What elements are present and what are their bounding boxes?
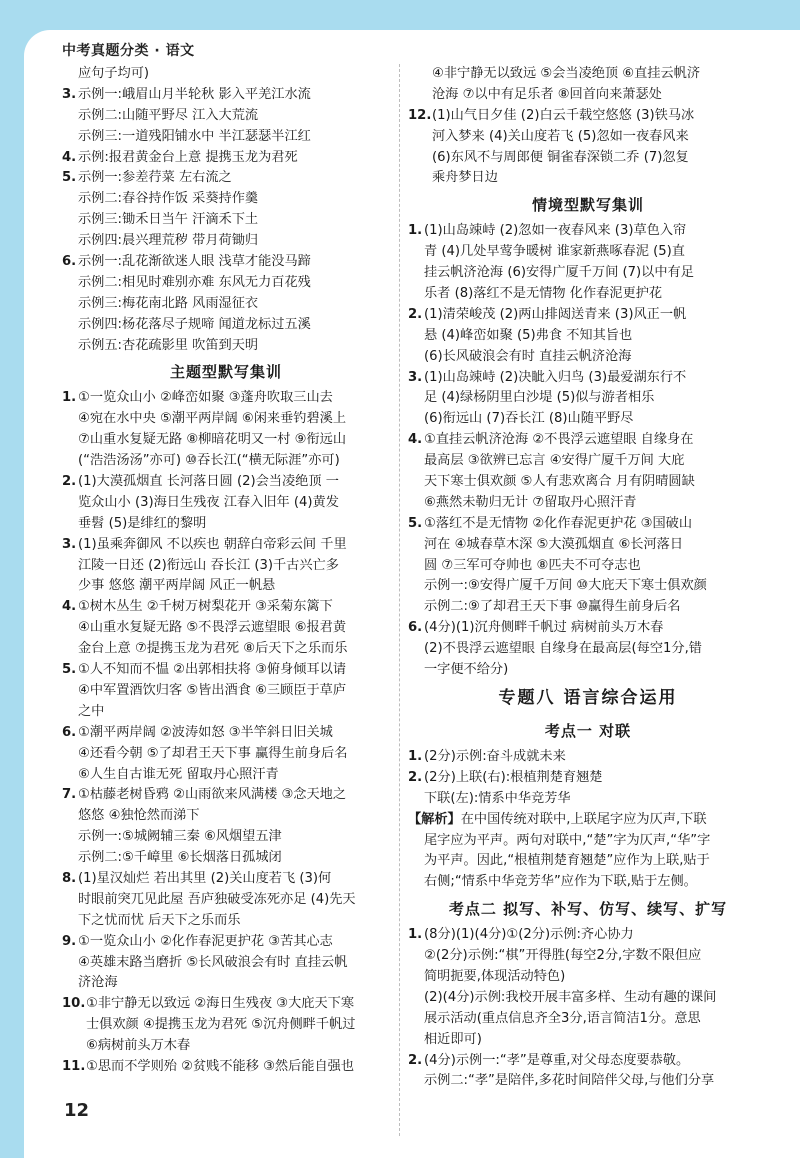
answer-line bbox=[408, 326, 768, 347]
answer-text: (1)大漠孤烟直 长河落日圆 (2)会当凌绝顶 一 bbox=[78, 474, 339, 490]
answer-line bbox=[408, 1030, 768, 1051]
answer-text: ①树木丛生 ②千树万树梨花开 ③采菊东篱下 bbox=[78, 599, 333, 615]
answer-text: 河入梦来 (4)关山度若飞 (5)忽如一夜春风来 bbox=[432, 128, 689, 144]
question-number: 3. bbox=[62, 536, 77, 552]
answer-line bbox=[408, 597, 768, 618]
answer-text: 江陵一日还 (2)衔远山 吞长江 (3)千古兴亡多 bbox=[78, 557, 339, 573]
answer-text: 右侧;“情系中华竞芳华”应作为下联,贴于左侧。 bbox=[424, 874, 697, 890]
answer-line bbox=[62, 597, 390, 618]
answer-text: ⑦山重水复疑无路 ⑧柳暗花明又一村 ⑨衔远山 bbox=[78, 432, 347, 448]
answer-text: ④山重水复疑无路 ⑤不畏浮云遮望眼 ⑥报君黄 bbox=[78, 620, 347, 636]
page bbox=[24, 30, 800, 1158]
section-heading: 考点一 对联 bbox=[544, 721, 632, 740]
answer-text: 乘舟梦日边 bbox=[432, 170, 498, 186]
answer-line bbox=[62, 409, 390, 430]
answer-line bbox=[62, 785, 390, 806]
answer-text: (1)清荣峻茂 (2)两山排闼送青来 (3)风正一帆 bbox=[424, 306, 687, 322]
answer-line bbox=[408, 148, 768, 169]
answer-text: (6)衔远山 (7)吞长江 (8)山随平野尽 bbox=[424, 411, 634, 427]
answer-line bbox=[408, 556, 768, 577]
answer-text: 示例四:杨花落尽子规啼 闻道龙标过五溪 bbox=[78, 316, 311, 332]
answer-text: 金台上意 ⑦提携玉龙为君死 ⑧后天下之乐而乐 bbox=[78, 641, 348, 657]
answer-text: 一字便不给分) bbox=[424, 662, 509, 678]
answer-text: 示例二:⑨了却君王天下事 ⑩赢得生前身后名 bbox=[424, 599, 681, 615]
section-heading: 情境型默写集训 bbox=[531, 196, 644, 215]
answer-line bbox=[62, 127, 390, 148]
answer-line bbox=[62, 556, 390, 577]
question-number: 2. bbox=[408, 769, 423, 785]
answer-text: 示例四:晨兴理荒秽 带月荷锄归 bbox=[78, 233, 259, 249]
answer-text: (2)不畏浮云遮望眼 自缘身在最高层(每空1分,错 bbox=[424, 641, 702, 657]
answer-text: ①人不知而不愠 ②出郭相扶将 ③俯身倾耳以请 bbox=[78, 662, 347, 678]
question-number: 4. bbox=[62, 599, 77, 615]
answer-line bbox=[62, 806, 390, 827]
answer-line bbox=[408, 1071, 768, 1092]
answer-text: 济沧海 bbox=[78, 975, 118, 991]
answer-line bbox=[408, 535, 768, 556]
answer-text: 垂髫 (5)是绯红的黎明 bbox=[78, 515, 207, 531]
answer-text: (2分)示例:奋斗成就未来 bbox=[424, 748, 566, 764]
question-number: 5. bbox=[62, 662, 77, 678]
answer-text: 乐者 (8)落红不是无情物 化作春泥更护花 bbox=[424, 286, 663, 302]
answer-text: ①潮平两岸阔 ②波涛如怒 ③半竿斜日旧关城 bbox=[78, 724, 333, 740]
answer-text: 最高层 ③欲辨已忘言 ④安得广厦千万间 大庇 bbox=[424, 453, 685, 469]
answer-line bbox=[62, 231, 390, 252]
question-number: 3. bbox=[62, 86, 77, 102]
answer-text: ④宛在水中央 ⑤潮平两岸阔 ⑥闲来垂钓碧溪上 bbox=[78, 411, 347, 427]
answer-line bbox=[62, 430, 390, 451]
answer-text: 应句子均可) bbox=[78, 66, 150, 81]
answer-line bbox=[62, 618, 390, 639]
answer-line bbox=[62, 315, 390, 336]
question-number: 2. bbox=[408, 1052, 423, 1068]
answer-text: ①思而不学则殆 ②贫贱不能移 ③然后能自强也 bbox=[86, 1058, 355, 1074]
answer-line bbox=[408, 127, 768, 148]
answer-text: 示例二:山随平野尽 江入大荒流 bbox=[78, 107, 259, 123]
answer-line bbox=[408, 388, 768, 409]
answer-line bbox=[408, 925, 768, 946]
answer-line bbox=[408, 576, 768, 597]
answer-text: 示例一:乱花渐欲迷人眼 浅草才能没马蹄 bbox=[78, 254, 311, 270]
answer-text: 展示活动(重点信息齐全3分,语言简洁1分。意思 bbox=[424, 1010, 701, 1026]
answer-line bbox=[62, 252, 390, 273]
question-number: 5. bbox=[408, 515, 423, 531]
answer-line bbox=[62, 210, 390, 231]
answer-line bbox=[62, 189, 390, 210]
answer-text: ⑥病树前头万木春 bbox=[86, 1038, 191, 1054]
column-divider bbox=[399, 64, 400, 1136]
answer-text: 青 (4)几处早莺争暖树 谁家新燕啄春泥 (5)直 bbox=[424, 244, 685, 260]
answer-line bbox=[408, 988, 768, 1009]
answer-line bbox=[62, 1036, 390, 1057]
question-number: 2. bbox=[408, 306, 423, 322]
answer-text: 示例二:相见时难别亦难 东风无力百花残 bbox=[78, 274, 311, 290]
question-number: 8. bbox=[62, 870, 77, 886]
answer-line bbox=[408, 284, 768, 305]
answer-text: 悠悠 ④独怆然而涕下 bbox=[78, 808, 200, 824]
answer-line bbox=[62, 535, 390, 556]
answer-text: 示例一:峨眉山月半轮秋 影入平羌江水流 bbox=[78, 86, 311, 102]
answer-text: 示例五:杏花疏影里 吹笛到天明 bbox=[78, 337, 259, 353]
answer-text: 下联(左):情系中华竞芳华 bbox=[424, 790, 571, 806]
answer-line bbox=[62, 576, 390, 597]
answer-line bbox=[62, 994, 390, 1015]
answer-line bbox=[62, 1015, 390, 1036]
question-number: 3. bbox=[408, 369, 423, 385]
page-number: 12 bbox=[64, 1100, 90, 1121]
answer-line bbox=[62, 869, 390, 890]
answer-line bbox=[408, 106, 768, 127]
answer-text: 示例三:一道残阳铺水中 半江瑟瑟半江红 bbox=[78, 128, 311, 144]
answer-line bbox=[408, 639, 768, 660]
answer-text: (1)虽乘奔御风 不以疾也 朝辞白帝彩云间 千里 bbox=[78, 536, 347, 552]
answer-line bbox=[62, 723, 390, 744]
answer-text: 示例一:⑤城阙辅三秦 ⑥风烟望五津 bbox=[78, 829, 282, 845]
answer-text: 示例一:参差荇菜 左右流之 bbox=[78, 170, 232, 186]
answer-line bbox=[62, 451, 390, 472]
answer-text: ⑥燕然未勒归无计 ⑦留取丹心照汗青 bbox=[424, 494, 637, 510]
answer-text: ①直挂云帆济沧海 ②不畏浮云遮望眼 自缘身在 bbox=[424, 432, 694, 448]
answer-line bbox=[408, 514, 768, 535]
answer-text: (“浩浩汤汤”亦可) ⑩吞长江(“横无际涯”亦可) bbox=[78, 453, 340, 469]
question-number: 6. bbox=[62, 724, 77, 740]
answer-line bbox=[62, 294, 390, 315]
analysis-tag: 【解析】 bbox=[408, 811, 461, 827]
answer-line bbox=[408, 747, 768, 768]
answer-text: 少事 悠悠 潮平两岸阔 风正一帆悬 bbox=[78, 578, 276, 594]
answer-text: (4分)(1)沉舟侧畔千帆过 病树前头万木春 bbox=[424, 620, 664, 636]
answer-line bbox=[62, 472, 390, 493]
question-number: 1. bbox=[408, 927, 423, 943]
answer-text: ④非宁静无以致远 ⑤会当凌绝顶 ⑥直挂云帆济 bbox=[432, 66, 701, 81]
answer-line bbox=[62, 388, 390, 409]
answer-line bbox=[408, 1051, 768, 1072]
answer-text: 示例:报君黄金台上意 提携玉龙为君死 bbox=[78, 149, 298, 165]
answer-line bbox=[62, 514, 390, 535]
answer-line bbox=[408, 831, 768, 852]
question-number: 1. bbox=[62, 390, 77, 406]
answer-line bbox=[62, 168, 390, 189]
running-header: 中考真题分类 · 语文 bbox=[62, 43, 195, 59]
answer-line bbox=[408, 409, 768, 430]
question-number: 4. bbox=[408, 432, 423, 448]
answer-line bbox=[62, 744, 390, 765]
answer-text: 悬 (4)峰峦如聚 (5)弗食 不知其旨也 bbox=[424, 327, 633, 343]
answer-line bbox=[408, 451, 768, 472]
answer-text: 沧海 ⑦以中有足乐者 ⑧回首向来萧瑟处 bbox=[432, 86, 662, 102]
answer-text: 天下寒士俱欢颜 ⑤人有悲欢离合 月有阴晴圆缺 bbox=[424, 474, 695, 490]
answer-text: 圆 ⑦三军可夺帅也 ⑧匹夫不可夺志也 bbox=[424, 557, 641, 573]
answer-text: 挂云帆济沧海 (6)安得广厦千万间 (7)以中有足 bbox=[424, 265, 694, 281]
answer-line bbox=[62, 932, 390, 953]
answer-text: ①落红不是无情物 ②化作春泥更护花 ③国破山 bbox=[424, 515, 693, 531]
answer-text: ④英雄末路当磨折 ⑤长风破浪会有时 直挂云帆 bbox=[78, 954, 348, 970]
answer-line bbox=[408, 618, 768, 639]
answer-line bbox=[408, 472, 768, 493]
answer-line bbox=[408, 263, 768, 284]
question-number: 9. bbox=[62, 933, 77, 949]
answer-text: (1)星汉灿烂 若出其里 (2)关山度若飞 (3)何 bbox=[78, 870, 332, 886]
answer-text: ①一览众山小 ②峰峦如聚 ③蓬舟吹取三山去 bbox=[78, 390, 333, 406]
question-number: 1. bbox=[408, 223, 423, 239]
answer-text: 示例三:锄禾日当午 汗滴禾下土 bbox=[78, 212, 259, 228]
answer-line bbox=[62, 681, 390, 702]
answer-text: 示例三:梅花南北路 风雨湿征衣 bbox=[78, 295, 259, 311]
answer-line bbox=[408, 221, 768, 242]
answer-line bbox=[62, 953, 390, 974]
answer-text: ①一览众山小 ②化作春泥更护花 ③苦其心志 bbox=[78, 933, 333, 949]
answer-line bbox=[62, 973, 390, 994]
answer-line bbox=[408, 347, 768, 368]
answer-text: (8分)(1)(4分)①(2分)示例:齐心协力 bbox=[424, 927, 634, 943]
answer-line bbox=[408, 768, 768, 789]
answer-text: (2)(4分)示例:我校开展丰富多样、生动有趣的课间 bbox=[424, 989, 717, 1005]
answer-line bbox=[62, 848, 390, 869]
question-number: 10. bbox=[62, 996, 86, 1012]
answer-line bbox=[62, 702, 390, 723]
answer-text: 为平声。因此,“根植荆楚育翘楚”应作为上联,贴于 bbox=[424, 853, 710, 869]
answer-text: 示例二:“孝”是陪伴,多花时间陪伴父母,与他们分享 bbox=[424, 1073, 715, 1089]
answer-text: 示例二:春谷持作饭 采葵持作羹 bbox=[78, 191, 259, 207]
section-heading: 考点二 拟写、补写、仿写、续写、扩写 bbox=[448, 900, 728, 919]
answer-text: (2分)上联(右):根植荆楚育翘楚 bbox=[424, 769, 603, 785]
left-column bbox=[62, 64, 390, 1078]
answer-line bbox=[408, 493, 768, 514]
answer-line bbox=[62, 827, 390, 848]
answer-text: 下之忧而忧 后天下之乐而乐 bbox=[78, 912, 241, 928]
question-number: 5. bbox=[62, 170, 77, 186]
answer-line bbox=[62, 336, 390, 357]
answer-line bbox=[408, 810, 768, 831]
answer-text: 士俱欢颜 ④提携玉龙为君死 ⑤沉舟侧畔千帆过 bbox=[86, 1017, 356, 1033]
answer-line bbox=[62, 273, 390, 294]
section-heading: 主题型默写集训 bbox=[169, 363, 282, 382]
answer-line bbox=[62, 1057, 390, 1078]
answer-line bbox=[62, 911, 390, 932]
answer-text: 示例一:⑨安得广厦千万间 ⑩大庇天下寒士俱欢颜 bbox=[424, 578, 707, 594]
answer-line bbox=[408, 368, 768, 389]
answer-line bbox=[408, 168, 768, 189]
question-number: 12. bbox=[408, 107, 432, 123]
answer-line bbox=[408, 660, 768, 681]
answer-line bbox=[408, 851, 768, 872]
answer-text: 足 (4)绿杨阴里白沙堤 (5)似与游者相乐 bbox=[424, 390, 655, 406]
section-heading: 专题八 语言综合运用 bbox=[498, 687, 678, 708]
question-number: 11. bbox=[62, 1058, 86, 1074]
answer-text: 简明扼要,体现活动特色) bbox=[424, 968, 566, 984]
answer-text: 示例二:⑤千嶂里 ⑥长烟落日孤城闭 bbox=[78, 850, 282, 866]
answer-text: 览众山小 (3)海日生残夜 江春入旧年 (4)黄发 bbox=[78, 494, 339, 510]
answer-line bbox=[408, 967, 768, 988]
answer-line bbox=[408, 64, 768, 85]
answer-line bbox=[408, 242, 768, 263]
answer-text: 河在 ④城春草木深 ⑤大漠孤烟直 ⑥长河落日 bbox=[424, 536, 684, 552]
answer-line bbox=[62, 493, 390, 514]
answer-text: (1)山岛竦峙 (2)忽如一夜春风来 (3)草色入帘 bbox=[424, 223, 687, 239]
answer-line bbox=[62, 660, 390, 681]
question-number: 1. bbox=[408, 748, 423, 764]
answer-line bbox=[62, 639, 390, 660]
answer-line bbox=[408, 946, 768, 967]
answer-text: 时眼前突兀见此屋 吾庐独破受冻死亦足 (4)先天 bbox=[78, 891, 356, 907]
question-number: 7. bbox=[62, 787, 77, 803]
answer-text: ②(2分)示例:“棋”开得胜(每空2分,字数不限但应 bbox=[424, 948, 702, 964]
answer-line bbox=[62, 106, 390, 127]
answer-text: 尾字应为平声。两句对联中,“楚”字为仄声,“华”字 bbox=[424, 832, 711, 848]
answer-line bbox=[408, 85, 768, 106]
right-column bbox=[408, 64, 768, 1092]
question-number: 6. bbox=[408, 620, 423, 636]
answer-line bbox=[62, 148, 390, 169]
answer-text: 在中国传统对联中,上联尾字应为仄声,下联 bbox=[460, 811, 707, 827]
answer-text: ④还看今朝 ⑤了却君王天下事 赢得生前身后名 bbox=[78, 745, 348, 761]
answer-text: (4分)示例一:“孝”是尊重,对父母态度要恭敬。 bbox=[424, 1052, 690, 1068]
question-number: 4. bbox=[62, 149, 77, 165]
answer-text: 之中 bbox=[78, 703, 105, 719]
answer-line bbox=[62, 890, 390, 911]
answer-text: ⑥人生自古谁无死 留取丹心照汗青 bbox=[78, 766, 279, 782]
question-number: 6. bbox=[62, 254, 77, 270]
answer-text: ①枯藤老树昏鸦 ②山雨欲来风满楼 ③念天地之 bbox=[78, 787, 347, 803]
answer-text: 相近即可) bbox=[424, 1031, 482, 1047]
answer-line bbox=[408, 305, 768, 326]
answer-line bbox=[408, 430, 768, 451]
question-number: 2. bbox=[62, 474, 77, 490]
answer-text: (1)山岛竦峙 (2)决眦入归鸟 (3)最爱湖东行不 bbox=[424, 369, 687, 385]
answer-text: ①非宁静无以致远 ②海日生残夜 ③大庇天下寒 bbox=[86, 996, 355, 1012]
answer-text: (6)长风破浪会有时 直挂云帆济沧海 bbox=[424, 348, 632, 364]
answer-text: ④中军置酒饮归客 ⑤皆出酒食 ⑥三顾臣于草庐 bbox=[78, 682, 347, 698]
answer-text: (6)东风不与周郎便 铜雀春深锁二乔 (7)忽复 bbox=[432, 149, 689, 165]
answer-text: (1)山气日夕佳 (2)白云千载空悠悠 (3)铁马冰 bbox=[432, 107, 695, 123]
answer-line bbox=[408, 789, 768, 810]
answer-line bbox=[62, 85, 390, 106]
answer-line bbox=[62, 765, 390, 786]
answer-line bbox=[62, 64, 390, 85]
answer-line bbox=[408, 1009, 768, 1030]
answer-line bbox=[408, 872, 768, 893]
